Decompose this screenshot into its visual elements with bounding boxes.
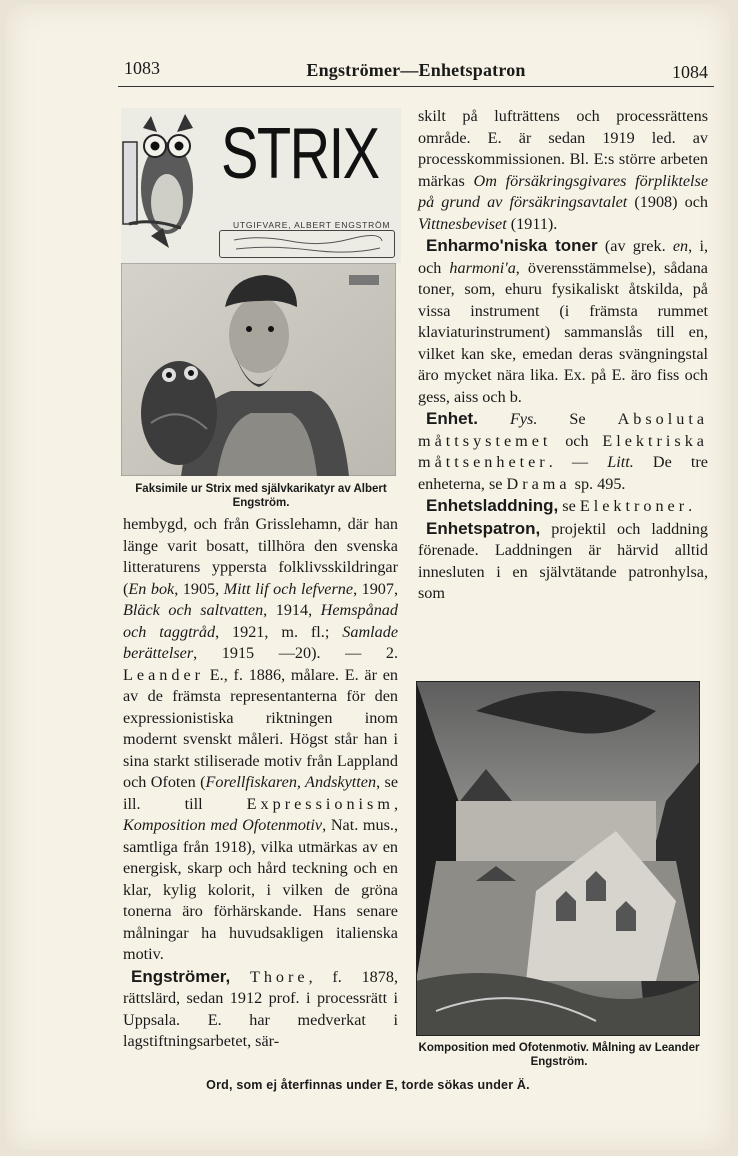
enhetsladdning-entry [418, 495, 708, 518]
strix-logo-text: STRIX [221, 114, 379, 194]
text-run: , 1905, [174, 579, 224, 598]
work-title: Vittnesbeviset [418, 214, 507, 233]
text-run: , 1914, [263, 601, 321, 619]
work-title: Mitt lif och lefverne [223, 579, 354, 598]
text-run: , Nat. mus., samtliga från 1918), vilka utmärkas av en energisk, skarp och hård teckning och en klar, kylig kolorit, i vilken de gröna tonerna äro förhärskande. Hans senare målningar ha huvudsakligen italienska motiv. [123, 816, 398, 963]
text-run: skilt på lufträttens och processrättens område. E. är sedan 1919 led. av processkommissionen. Bl. E:s större arbeten märkas [418, 107, 708, 190]
work-title: Komposition med Ofotenmotiv [123, 816, 323, 834]
strix-figure-caption: Faksimile ur Strix med självkarikatyr av Albert Engström. [135, 483, 387, 509]
work-title: Om försäkringsgivares förpliktelse på grund av försäkringsavtalet [418, 171, 709, 211]
enhet-entry [418, 408, 708, 495]
subject-abbreviation: Fys. [509, 410, 538, 428]
text-run: , 1921, m. fl.; [215, 622, 343, 641]
text-run: E., f. 1886, målare. E. är en av de främsta representanterna för den expressionistiska riktningen inom modernt svenskt måleri. Högst står han i sina starkt stiliserade motiv från Lappland och Ofoten ( [123, 665, 398, 791]
subject-abbreviation: Litt. [607, 453, 634, 471]
caricature-drawing [121, 263, 396, 476]
cross-reference: Drama [506, 474, 571, 493]
left-text-column [123, 514, 398, 1053]
text-run: , 1907, [353, 579, 399, 598]
enhetspatron-entry [418, 518, 708, 605]
ofoten-painting-image [416, 681, 700, 1036]
work-title: En bok [128, 579, 175, 598]
strix-facsimile-image [121, 108, 401, 478]
engstromer-continued-paragraph [418, 106, 708, 235]
text-run: (1908) och [627, 193, 709, 211]
work-title: Bläck och saltvatten [123, 601, 264, 619]
entry-headword: Enhetsladdning, [426, 496, 559, 515]
text-run: , i, och [418, 237, 709, 277]
entry-headword: Enhet. [426, 409, 478, 428]
page-footer-note: Ord, som ej återfinnas under E, torde sökas under Ä. [206, 1078, 530, 1092]
entry-headword: Enharmo'niska toner [426, 236, 598, 255]
scroll-script-decoration [220, 231, 394, 257]
owl-illustration [121, 108, 221, 258]
page-number-left: 1083 [124, 58, 160, 78]
person-name-spaced: Thore [249, 967, 309, 986]
cross-reference: Elektriska måttsenheter [418, 431, 708, 471]
text-run: De tre enheterna, se [418, 453, 708, 493]
greek-word: harmoni'a [449, 258, 516, 277]
text-run: och [551, 431, 603, 450]
ofoten-painting [416, 681, 700, 1036]
engstromer-entry [123, 966, 398, 1053]
text-run: . [688, 497, 693, 515]
text-run: , [393, 794, 398, 813]
text-run: (av grek. [597, 237, 673, 255]
text-run: , se ill. till [123, 773, 398, 813]
work-title: Samlade berättelser [123, 622, 399, 662]
running-title: Engströmer—Enhetspatron [306, 60, 526, 80]
text-run: projektil och laddning förenade. Laddningen är härvid alltid innesluten i en självtätande patronhylsa, som [418, 519, 708, 602]
page-header [118, 58, 714, 87]
text-run: hembygd, och från Grisslehamn, där han länge varit bosatt, tillhöra den svenska litteraturens yppersta folklivsskildringar ( [123, 515, 398, 598]
self-caricature-illustration [121, 263, 396, 476]
strix-scroll-banner [219, 230, 395, 258]
page-number-right: 1084 [672, 62, 708, 82]
work-title: Hemspånad och taggtråd [123, 601, 398, 641]
enharmoniska-entry [418, 235, 708, 408]
cross-reference: Expressionism [246, 794, 394, 813]
text-run: , överensstämmelse), sådana toner, som, ehuru fysikaliskt åtskilda, på vissa instrument (i främsta rummet klaviaturinstrument) sammanslås till en, vilket kan ske, emedan deras svängningstal äro mycket nära lika. Ex. på E. äro fiss och gess, aiss och b. [418, 258, 708, 406]
work-title: Forellfiskaren, Andskytten [205, 773, 377, 791]
cross-reference: Elektroner [579, 497, 689, 515]
encyclopedia-page [6, 4, 730, 1150]
painting-caption: Komposition med Ofotenmotiv. Målning av Leander Engström. [418, 1042, 700, 1068]
text-run: . — [548, 453, 608, 471]
entry-headword: Enhetspatron, [426, 518, 541, 538]
right-text-column [418, 106, 708, 605]
person-name-spaced: Leander [123, 665, 205, 684]
engstrom-continued-paragraph [123, 514, 398, 966]
entry-headword: Engströmer, [131, 966, 231, 986]
text-run: , 1915 —20). — 2. [193, 644, 398, 662]
text-run: Se [537, 410, 618, 428]
strix-publisher-line: UTGIFVARE, ALBERT ENGSTRÖM [233, 220, 391, 230]
cross-reference: Absoluta måttsystemet [418, 410, 709, 450]
text-run: , f. 1878, rättslärd, sedan 1912 prof. i processrätt i Uppsala. E. har medverkat i lagstiftningsarbetet, sär- [123, 967, 399, 1050]
strix-masthead [121, 108, 401, 263]
text-run: se [558, 497, 580, 515]
text-run: (1911). [506, 214, 558, 233]
greek-word: en [672, 237, 689, 255]
text-run: sp. 495. [570, 474, 626, 493]
